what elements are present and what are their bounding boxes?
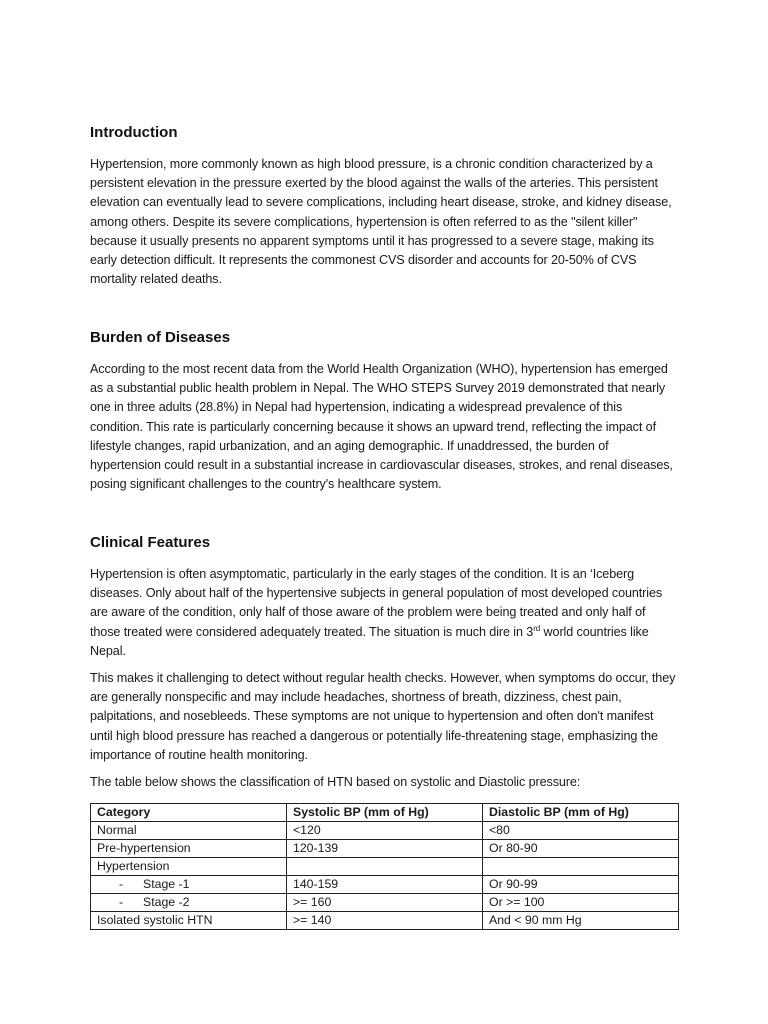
list-dash: - — [119, 877, 124, 891]
table-intro-text: The table below shows the classification of HTN based on systolic and Diastolic pressure: — [90, 775, 581, 789]
table-row — [91, 894, 679, 912]
clinical-paragraph-1 — [90, 565, 678, 661]
table-header-row — [91, 804, 679, 822]
category-cell — [91, 876, 287, 894]
diastolic-cell — [483, 858, 679, 876]
diastolic-cell: Or 90-99 — [483, 876, 679, 894]
category-cell — [91, 894, 287, 912]
table-row — [91, 876, 679, 894]
subcategory-label: Stage -1 — [143, 877, 190, 891]
category-cell: Normal — [91, 822, 287, 840]
header-systolic: Systolic BP (mm of Hg) — [287, 804, 483, 822]
ordinal-superscript: rd — [533, 623, 541, 633]
category-cell: Isolated systolic HTN — [91, 912, 287, 930]
header-category: Category — [91, 804, 287, 822]
table-row — [91, 840, 679, 858]
list-dash: - — [119, 895, 124, 909]
introduction-heading: Introduction — [90, 124, 178, 141]
systolic-cell — [287, 858, 483, 876]
category-cell: Pre-hypertension — [91, 840, 287, 858]
introduction-paragraph: Hypertension, more commonly known as high blood pressure, is a chronic condition characterized by a persistent elevation in the pressure exerted by the blood against the walls of the arteries. This persistent elevation can eventually lead to severe complications, including heart disease, stroke, and kidney disease, among others. Despite its severe complications, hypertension is often referred to as the "silent killer" because it usually presents no apparent symptoms until it has progressed to a severe stage, making its early detection difficult. It represents the commonest CVS disorder and accounts for 20-50% of CVS mortality related deaths. — [90, 157, 672, 287]
systolic-cell: >= 160 — [287, 894, 483, 912]
systolic-cell: 140-159 — [287, 876, 483, 894]
diastolic-cell: Or >= 100 — [483, 894, 679, 912]
burden-paragraph: According to the most recent data from the World Health Organization (WHO), hypertension has emerged as a substantial public health problem in Nepal. The WHO STEPS Survey 2019 demonstrated that nearly one in three adults (28.8%) in Nepal had hypertension, indicating a widespread prevalence of this condition. This rate is particularly concerning because it shows an upward trend, reflecting the impact of lifestyle changes, rapid urbanization, and an aging demographic. If unaddressed, the burden of hypertension could result in a substantial increase in cardiovascular diseases, strokes, and renal diseases, posing significant challenges to the country's healthcare system. — [90, 362, 673, 492]
table-row — [91, 858, 679, 876]
burden-heading: Burden of Diseases — [90, 329, 231, 346]
diastolic-cell: Or 80-90 — [483, 840, 679, 858]
systolic-cell: >= 140 — [287, 912, 483, 930]
subcategory-label: Stage -2 — [143, 895, 190, 909]
category-cell: Hypertension — [91, 858, 287, 876]
systolic-cell: 120-139 — [287, 840, 483, 858]
diastolic-cell: And < 90 mm Hg — [483, 912, 679, 930]
table-row — [91, 822, 679, 840]
header-diastolic: Diastolic BP (mm of Hg) — [483, 804, 679, 822]
clinical-paragraph-1-tail: world countries like Nepal. — [90, 624, 649, 658]
bp-classification-table — [90, 803, 679, 930]
systolic-cell: <120 — [287, 822, 483, 840]
clinical-paragraph-2: This makes it challenging to detect without regular health checks. However, when symptoms do occur, they are generally nonspecific and may include headaches, shortness of breath, dizziness, chest pain, palpitations, and nosebleeds. These symptoms are not unique to hypertension and often don't manifest until high blood pressure has reached a dangerous or potentially life-threatening stage, emphasizing the importance of routine health monitoring. — [90, 671, 676, 762]
clinical-paragraph-1-text: Hypertension is often asymptomatic, particularly in the early stages of the condition. It is an ‘Iceberg diseases. Only about half of the hypertensive subjects in general population of most developed countries are aware of the condition, only half of those aware of the problem were being treated and only half of those treated were considered adequately treated. The situation is much dire in 3 — [90, 567, 663, 639]
clinical-features-heading: Clinical Features — [90, 534, 211, 551]
diastolic-cell: <80 — [483, 822, 679, 840]
table-row — [91, 912, 679, 930]
